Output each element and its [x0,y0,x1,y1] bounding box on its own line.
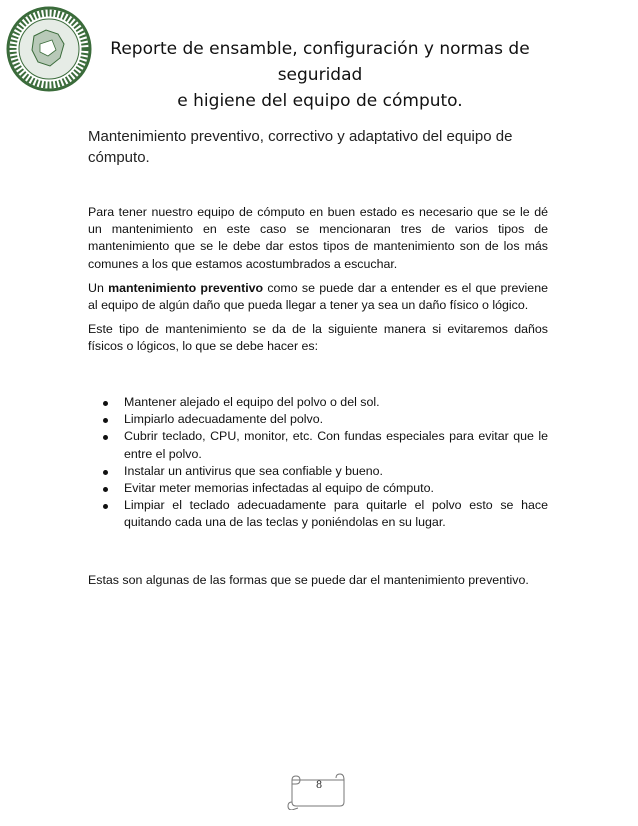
list-item [100,463,548,480]
list-item [100,394,548,411]
paragraph-closing: Estas son algunas de las formas que se puede dar el mantenimiento preventivo. [88,573,529,587]
list-item-text: Limpiarlo adecuadamente del polvo. [124,412,324,427]
list-item-text: Mantener alejado el equipo del polvo o del sol. [124,395,380,409]
list-item-text: Evitar meter memorias infectadas al equipo de cómputo. [124,481,434,496]
bullet-icon [103,487,108,492]
bullet-icon [103,435,108,440]
paragraph-how-to: Este tipo de mantenimiento se da de la siguiente manera si evitaremos daños físicos o lógicos, lo que se debe hacer es: [88,322,548,354]
section-heading: Mantenimiento preventivo, correctivo y adaptativo del equipo de cómputo. [88,128,513,166]
paragraph-continuation: como se puede dar a entender es el que previene al equipo de algún daño que pueda llegar a tener ya sea un daño físico o lógico. [88,281,548,313]
list-item [100,411,548,428]
bullet-icon [103,401,108,406]
bullet-list [100,394,548,532]
list-item [100,428,548,462]
list-item [100,480,548,497]
list-item-text: Limpiar el teclado adecuadamente para quitarle el polvo esto se hace quitando cada una de las teclas y poniéndolas en su lugar. [124,498,548,530]
bold-term-preventive: mantenimiento preventivo [108,281,264,295]
paragraph-prefix: Un [88,281,109,295]
paragraph-intro: Para tener nuestro equipo de cómputo en buen estado es necesario que se le dé un mantenimiento en este caso se mencionaran tres de varios tipos de mantenimiento que se le debe dar estos tipos de mantenimiento son de los más comunes a los que estamos acostumbrados a escuchar. [88,205,548,271]
bullet-icon [103,418,108,423]
bullet-icon [103,504,108,509]
list-item-text: Cubrir teclado, CPU, monitor, etc. Con fundas especiales para evitar que le entre el polvo. [124,429,548,461]
school-seal-logo [6,6,92,92]
paragraph-preventive-definition [88,280,548,314]
page-number: 8 [315,780,323,791]
list-item [100,497,548,531]
document-title-line-1: Reporte de ensamble, configuración y normas de seguridad [110,39,530,85]
document-title-line-2: e higiene del equipo de cómputo. [177,91,463,111]
list-item-text: Instalar un antivirus que sea confiable y bueno. [124,463,383,478]
bullet-icon [103,470,108,475]
document-title [92,36,548,114]
